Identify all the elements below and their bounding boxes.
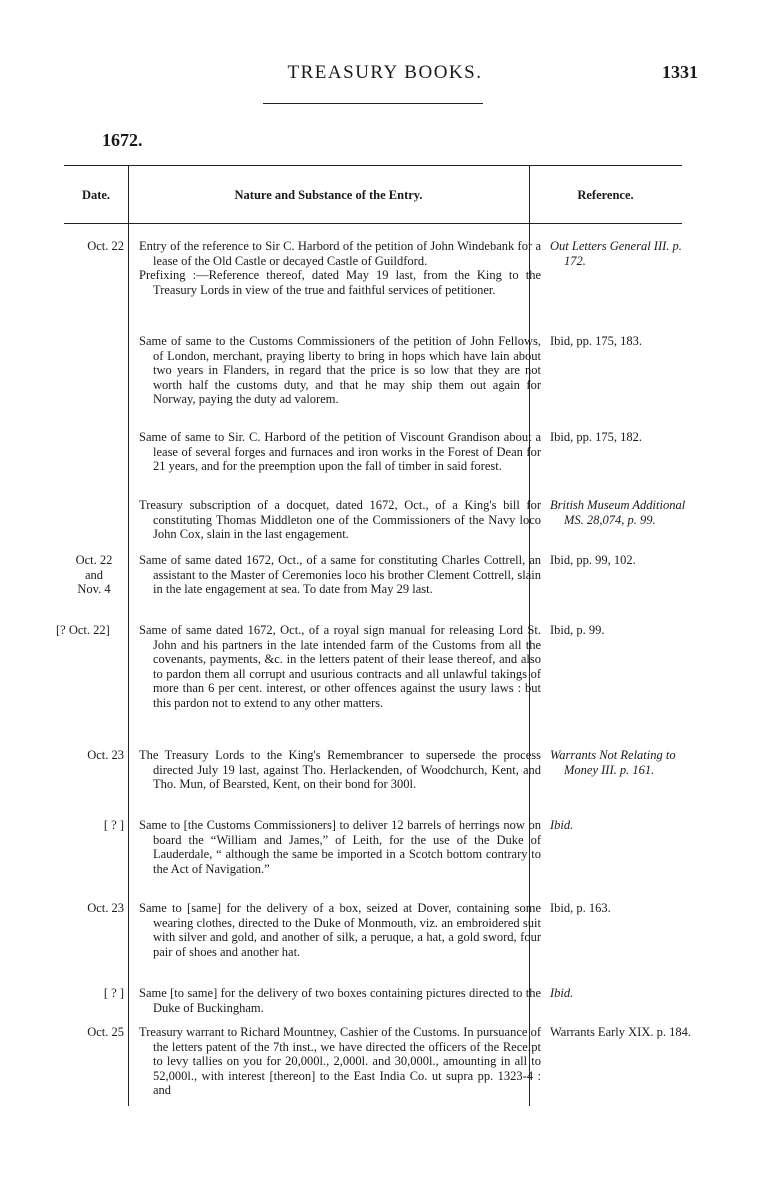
entry-text: [139, 239, 541, 297]
entry-reference: Ibid, pp. 175, 183.: [550, 334, 643, 348]
entry-date: Oct. 22: [87, 239, 124, 253]
entry-reference: Ibid, pp. 99, 102.: [550, 553, 636, 567]
entry-date-line: and: [84, 567, 104, 582]
entry-date: [? Oct. 22]: [56, 623, 110, 637]
entry-reference: British Museum Additional MS. 28,074, p. 99.: [550, 498, 686, 527]
date-column-header: Date.: [81, 188, 111, 202]
entry-text: The Treasury Lords to the King's Remembrancer to supersede the process directed July 19 last, against Tho. Herlackenden, of Woodchurch, Kent, and Tho. Mun, of Bearsted, Kent, on their bond for 300l.: [139, 748, 541, 792]
header-rule: [263, 103, 483, 104]
entry-date: Oct. 23: [87, 901, 124, 915]
reference-column-header: Reference.: [577, 188, 634, 202]
entry-date-line: Nov. 4: [77, 582, 111, 596]
entry-date: [ ? ]: [103, 986, 124, 1000]
entry-reference: Ibid, p. 99.: [550, 623, 605, 637]
entry-main-text: Entry of the reference to Sir C. Harbord of the petition of John Windebank for a lease of the Old Castle or decayed Castle of Guildford.: [139, 239, 541, 268]
entry-text: Treasury warrant to Richard Mountney, Cashier of the Customs. In pursuance of the letters patent of the 7th inst., we have directed the officers of the Receipt to levy tallies on you for 20,000l., 2,000l. and 30,000l., amounting in all to 52,000l., with interest [thereon] to the East India Co. ut supra pp. 1323-4 : and: [139, 1025, 541, 1098]
date-column-divider: [128, 166, 129, 1106]
entry-text: Same [to same] for the delivery of two boxes containing pictures directed to the Duke of Buckingham.: [139, 986, 541, 1015]
entry-reference: Ibid, p. 163.: [550, 901, 611, 915]
year-heading: 1672.: [102, 130, 143, 150]
entry-date: [64, 553, 124, 597]
entry-reference: Ibid, pp. 175, 182.: [550, 430, 643, 444]
nature-column-header: Nature and Substance of the Entry.: [234, 188, 423, 202]
entry-text: Same of same dated 1672, Oct., of a same for constituting Charles Cottrell, an assistant to the Master of Ceremonies loco his brother Clement Cottrell, slain in the late engagement at sea. To date from May 29 last.: [139, 553, 541, 597]
entry-text: Same of same dated 1672, Oct., of a royal sign manual for releasing Lord St. John and his partners in the late intended farm of the Customs from all the covenants, payments, &c. in the letters patent of their lease thereof, and also to pardon them all corrupt and usurious contracts and all unlawful takings of more than 6 per cent. interest, or other offences against the usury laws : but this pardon not to extend to any other matters.: [139, 623, 541, 710]
entry-reference: Ibid.: [550, 818, 574, 832]
entry-text: Same of same to Sir. C. Harbord of the petition of Viscount Grandison about a lease of several forges and furnaces and iron works in the Forest of Dean for 21 years, and for the preemption upon the fall of timber in said forest.: [139, 430, 541, 474]
entry-reference: Warrants Not Relating to Money III. p. 161.: [550, 748, 676, 777]
entry-date-line: Oct. 22: [75, 553, 113, 567]
entry-prefixing-note: Prefixing :—Reference thereof, dated May 19 last, from the King to the Treasury Lords in view of the true and faithful services of petitioner.: [139, 268, 541, 297]
running-title: TREASURY BOOKS.: [287, 62, 483, 83]
table-header-row: [64, 166, 682, 224]
entry-reference: Out Letters General III. p. 172.: [550, 239, 682, 268]
entry-date: Oct. 25: [87, 1025, 124, 1039]
entry-reference: Ibid.: [550, 986, 574, 1000]
entry-text: Treasury subscription of a docquet, dated 1672, Oct., of a King's bill for constituting Thomas Middleton one of the Commissioners of the Navy loco John Cox, slain in the last engagement.: [139, 498, 541, 542]
running-head: [0, 62, 770, 86]
entry-date: [ ? ]: [103, 818, 124, 832]
entry-date: Oct. 23: [87, 748, 124, 762]
entry-text: Same to [same] for the delivery of a box, seized at Dover, containing some wearing clothes, directed to the Duke of Monmouth, viz. an embroidered suit with silver and gold, and another of silk, a peruque, a hat, a gold sword, four pair of shoes and another hat.: [139, 901, 541, 959]
entries-table: [56, 165, 691, 1106]
entry-text: Same to [the Customs Commissioners] to deliver 12 barrels of herrings now on board the “William and James,” of Leith, for the use of the Duke of Lauderdale, “ although the same be imported in a Scotch bottom contrary to the Act of Navigation.”: [139, 818, 541, 876]
entry-text: Same of same to the Customs Commissioners of the petition of John Fellows, of London, merchant, praying liberty to bring in hops which have lain about two years in Flanders, in regard that the price is so low that they are not worth half the customs duty, and that he may ship them out again for Norway, paying the duty ad valorem.: [139, 334, 541, 407]
page-number: 1331: [662, 62, 698, 82]
entry-reference: Warrants Early XIX. p. 184.: [550, 1025, 691, 1039]
